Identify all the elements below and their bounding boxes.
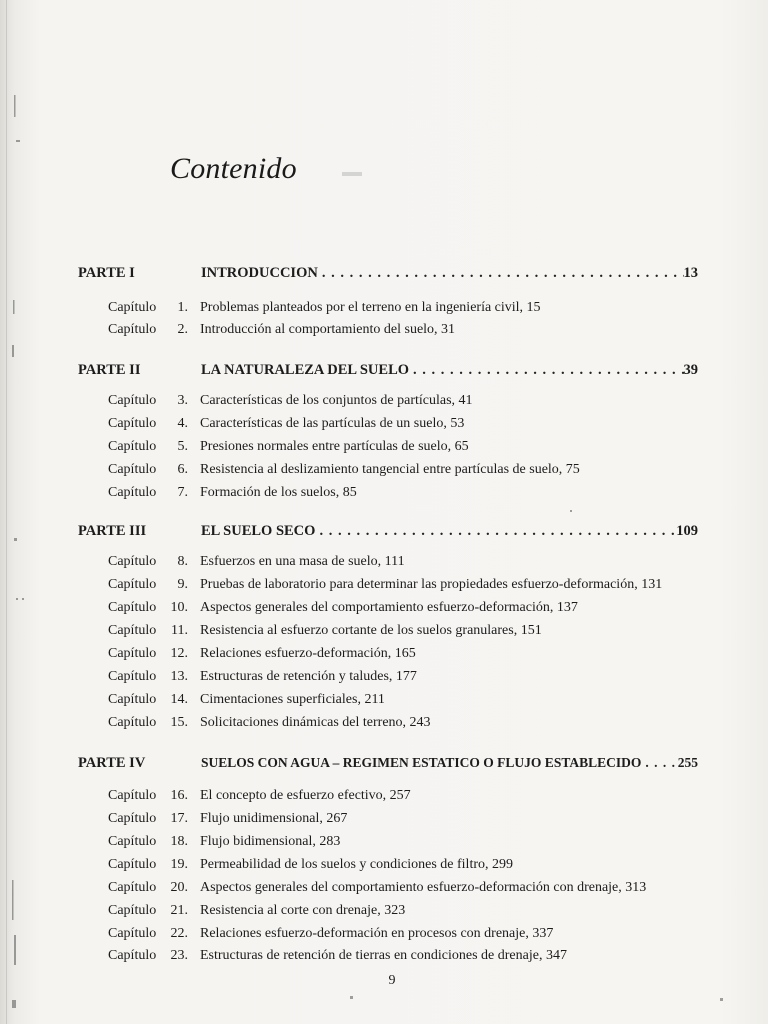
chapter-number: 3.: [177, 393, 188, 408]
chapter-word: Capítulo: [108, 715, 157, 730]
part-title-line: [201, 523, 698, 540]
part-heading-1: [0, 265, 768, 285]
chapter-title: Características de las partículas de un suelo, 53: [200, 416, 465, 431]
part-title-line: [201, 265, 698, 282]
chapter-word: Capítulo: [108, 623, 157, 638]
chapter-title: Permeabilidad de los suelos y condiciones de filtro, 299: [200, 857, 513, 872]
chapter-row: [0, 322, 768, 342]
chapter-row: [0, 485, 768, 505]
part-label: PARTE II: [78, 362, 141, 378]
chapter-word: Capítulo: [108, 880, 157, 895]
part-title: INTRODUCCION: [201, 265, 318, 281]
chapter-number: 13.: [170, 669, 188, 684]
chapter-title: Relaciones esfuerzo-deformación en procesos con drenaje, 337: [200, 926, 554, 941]
chapter-row: [0, 600, 768, 620]
dot-leader: [641, 755, 677, 771]
chapter-number: 21.: [170, 903, 188, 918]
part-label: PARTE IV: [78, 755, 146, 771]
chapter-number: 14.: [170, 692, 188, 707]
chapter-row: [0, 669, 768, 689]
chapter-title: Resistencia al deslizamiento tangencial entre partículas de suelo, 75: [200, 462, 580, 477]
chapter-number: 6.: [177, 462, 188, 477]
part-heading-4: [0, 755, 768, 775]
chapter-row: [0, 811, 768, 831]
chapter-number: 19.: [170, 857, 188, 872]
chapter-word: Capítulo: [108, 485, 157, 500]
chapter-word: Capítulo: [108, 834, 157, 849]
chapter-title: Solicitaciones dinámicas del terreno, 243: [200, 715, 431, 730]
chapter-title: Pruebas de laboratorio para determinar las propiedades esfuerzo-deformación, 131: [200, 577, 663, 592]
chapter-word: Capítulo: [108, 926, 157, 941]
chapter-number: 12.: [170, 646, 188, 661]
chapter-row: [0, 926, 768, 946]
chapter-row: [0, 577, 768, 597]
chapter-number: 20.: [170, 880, 188, 895]
page-number: 9: [388, 973, 396, 988]
chapter-number: 4.: [177, 416, 188, 431]
chapter-number: 7.: [177, 485, 188, 500]
chapter-row: [0, 692, 768, 712]
chapter-word: Capítulo: [108, 439, 157, 454]
part-title-line: [201, 755, 698, 771]
chapter-row: [0, 857, 768, 877]
part-heading-2: [0, 362, 768, 382]
chapter-title: Aspectos generales del comportamiento esfuerzo-deformación, 137: [200, 600, 578, 615]
dot-leader: [409, 362, 683, 379]
part-title-line: [201, 362, 698, 379]
chapter-word: Capítulo: [108, 669, 157, 684]
chapter-word: Capítulo: [108, 577, 157, 592]
chapter-number: 18.: [170, 834, 188, 849]
part-label: PARTE I: [78, 265, 135, 281]
chapter-word: Capítulo: [108, 948, 157, 963]
chapter-word: Capítulo: [108, 462, 157, 477]
chapter-number: 16.: [170, 788, 188, 803]
chapter-word: Capítulo: [108, 300, 157, 315]
chapter-word: Capítulo: [108, 600, 157, 615]
chapter-title: Estructuras de retención y taludes, 177: [200, 669, 417, 684]
chapter-row: [0, 300, 768, 320]
part-heading-3: [0, 523, 768, 543]
chapter-word: Capítulo: [108, 903, 157, 918]
part-page-number: 39: [683, 362, 698, 378]
chapter-title: Flujo unidimensional, 267: [200, 811, 348, 826]
chapter-title: Relaciones esfuerzo-deformación, 165: [200, 646, 416, 661]
chapter-title: Formación de los suelos, 85: [200, 485, 357, 500]
chapter-word: Capítulo: [108, 857, 157, 872]
chapter-word: Capítulo: [108, 646, 157, 661]
chapter-title: Presiones normales entre partículas de suelo, 65: [200, 439, 469, 454]
chapter-row: [0, 715, 768, 735]
part-title: SUELOS CON AGUA – REGIMEN ESTATICO O FLUJO ESTABLECIDO: [201, 755, 642, 770]
chapter-row: [0, 948, 768, 968]
part-page-number: 109: [676, 523, 698, 539]
chapter-title: Esfuerzos en una masa de suelo, 111: [200, 554, 405, 569]
chapter-row: [0, 646, 768, 666]
chapter-number: 1.: [177, 300, 188, 315]
part-title: LA NATURALEZA DEL SUELO: [201, 362, 410, 378]
dot-leader: [315, 523, 676, 540]
chapter-word: Capítulo: [108, 393, 157, 408]
chapter-word: Capítulo: [108, 811, 157, 826]
chapter-number: 23.: [170, 948, 188, 963]
chapter-title: Flujo bidimensional, 283: [200, 834, 341, 849]
chapter-word: Capítulo: [108, 322, 157, 337]
chapter-title: Problemas planteados por el terreno en la ingeniería civil, 15: [200, 300, 541, 315]
chapter-row: [0, 623, 768, 643]
contents-title: Contenido: [170, 152, 297, 185]
chapter-title: Introducción al comportamiento del suelo, 31: [200, 322, 456, 337]
chapter-title: Resistencia al corte con drenaje, 323: [200, 903, 406, 918]
chapter-number: 10.: [170, 600, 188, 615]
chapter-word: Capítulo: [108, 416, 157, 431]
dot-leader: [318, 265, 684, 282]
part-page-number: 13: [683, 265, 698, 281]
chapter-number: 2.: [177, 322, 188, 337]
chapter-title: Características de los conjuntos de partículas, 41: [200, 393, 473, 408]
chapter-row: [0, 462, 768, 482]
chapter-row: [0, 903, 768, 923]
chapter-title: Resistencia al esfuerzo cortante de los suelos granulares, 151: [200, 623, 542, 638]
chapter-row: [0, 880, 768, 900]
chapter-row: [0, 439, 768, 459]
chapter-row: [0, 416, 768, 436]
chapter-word: Capítulo: [108, 554, 157, 569]
part-title: EL SUELO SECO: [201, 523, 316, 539]
chapter-title: Estructuras de retención de tierras en condiciones de drenaje, 347: [200, 948, 567, 963]
chapter-row: [0, 554, 768, 574]
chapter-number: 15.: [170, 715, 188, 730]
part-label: PARTE III: [78, 523, 147, 539]
chapter-number: 8.: [177, 554, 188, 569]
chapter-row: [0, 393, 768, 413]
chapter-word: Capítulo: [108, 692, 157, 707]
chapter-title: Aspectos generales del comportamiento esfuerzo-deformación con drenaje, 313: [200, 880, 647, 895]
chapter-row: [0, 788, 768, 808]
chapter-title: Cimentaciones superficiales, 211: [200, 692, 385, 707]
part-page-number: 255: [677, 755, 698, 770]
chapter-word: Capítulo: [108, 788, 157, 803]
chapter-number: 11.: [171, 623, 188, 638]
chapter-number: 9.: [177, 577, 188, 592]
chapter-number: 17.: [170, 811, 188, 826]
chapter-title: El concepto de esfuerzo efectivo, 257: [200, 788, 411, 803]
chapter-row: [0, 834, 768, 854]
chapter-number: 5.: [177, 439, 188, 454]
chapter-number: 22.: [170, 926, 188, 941]
